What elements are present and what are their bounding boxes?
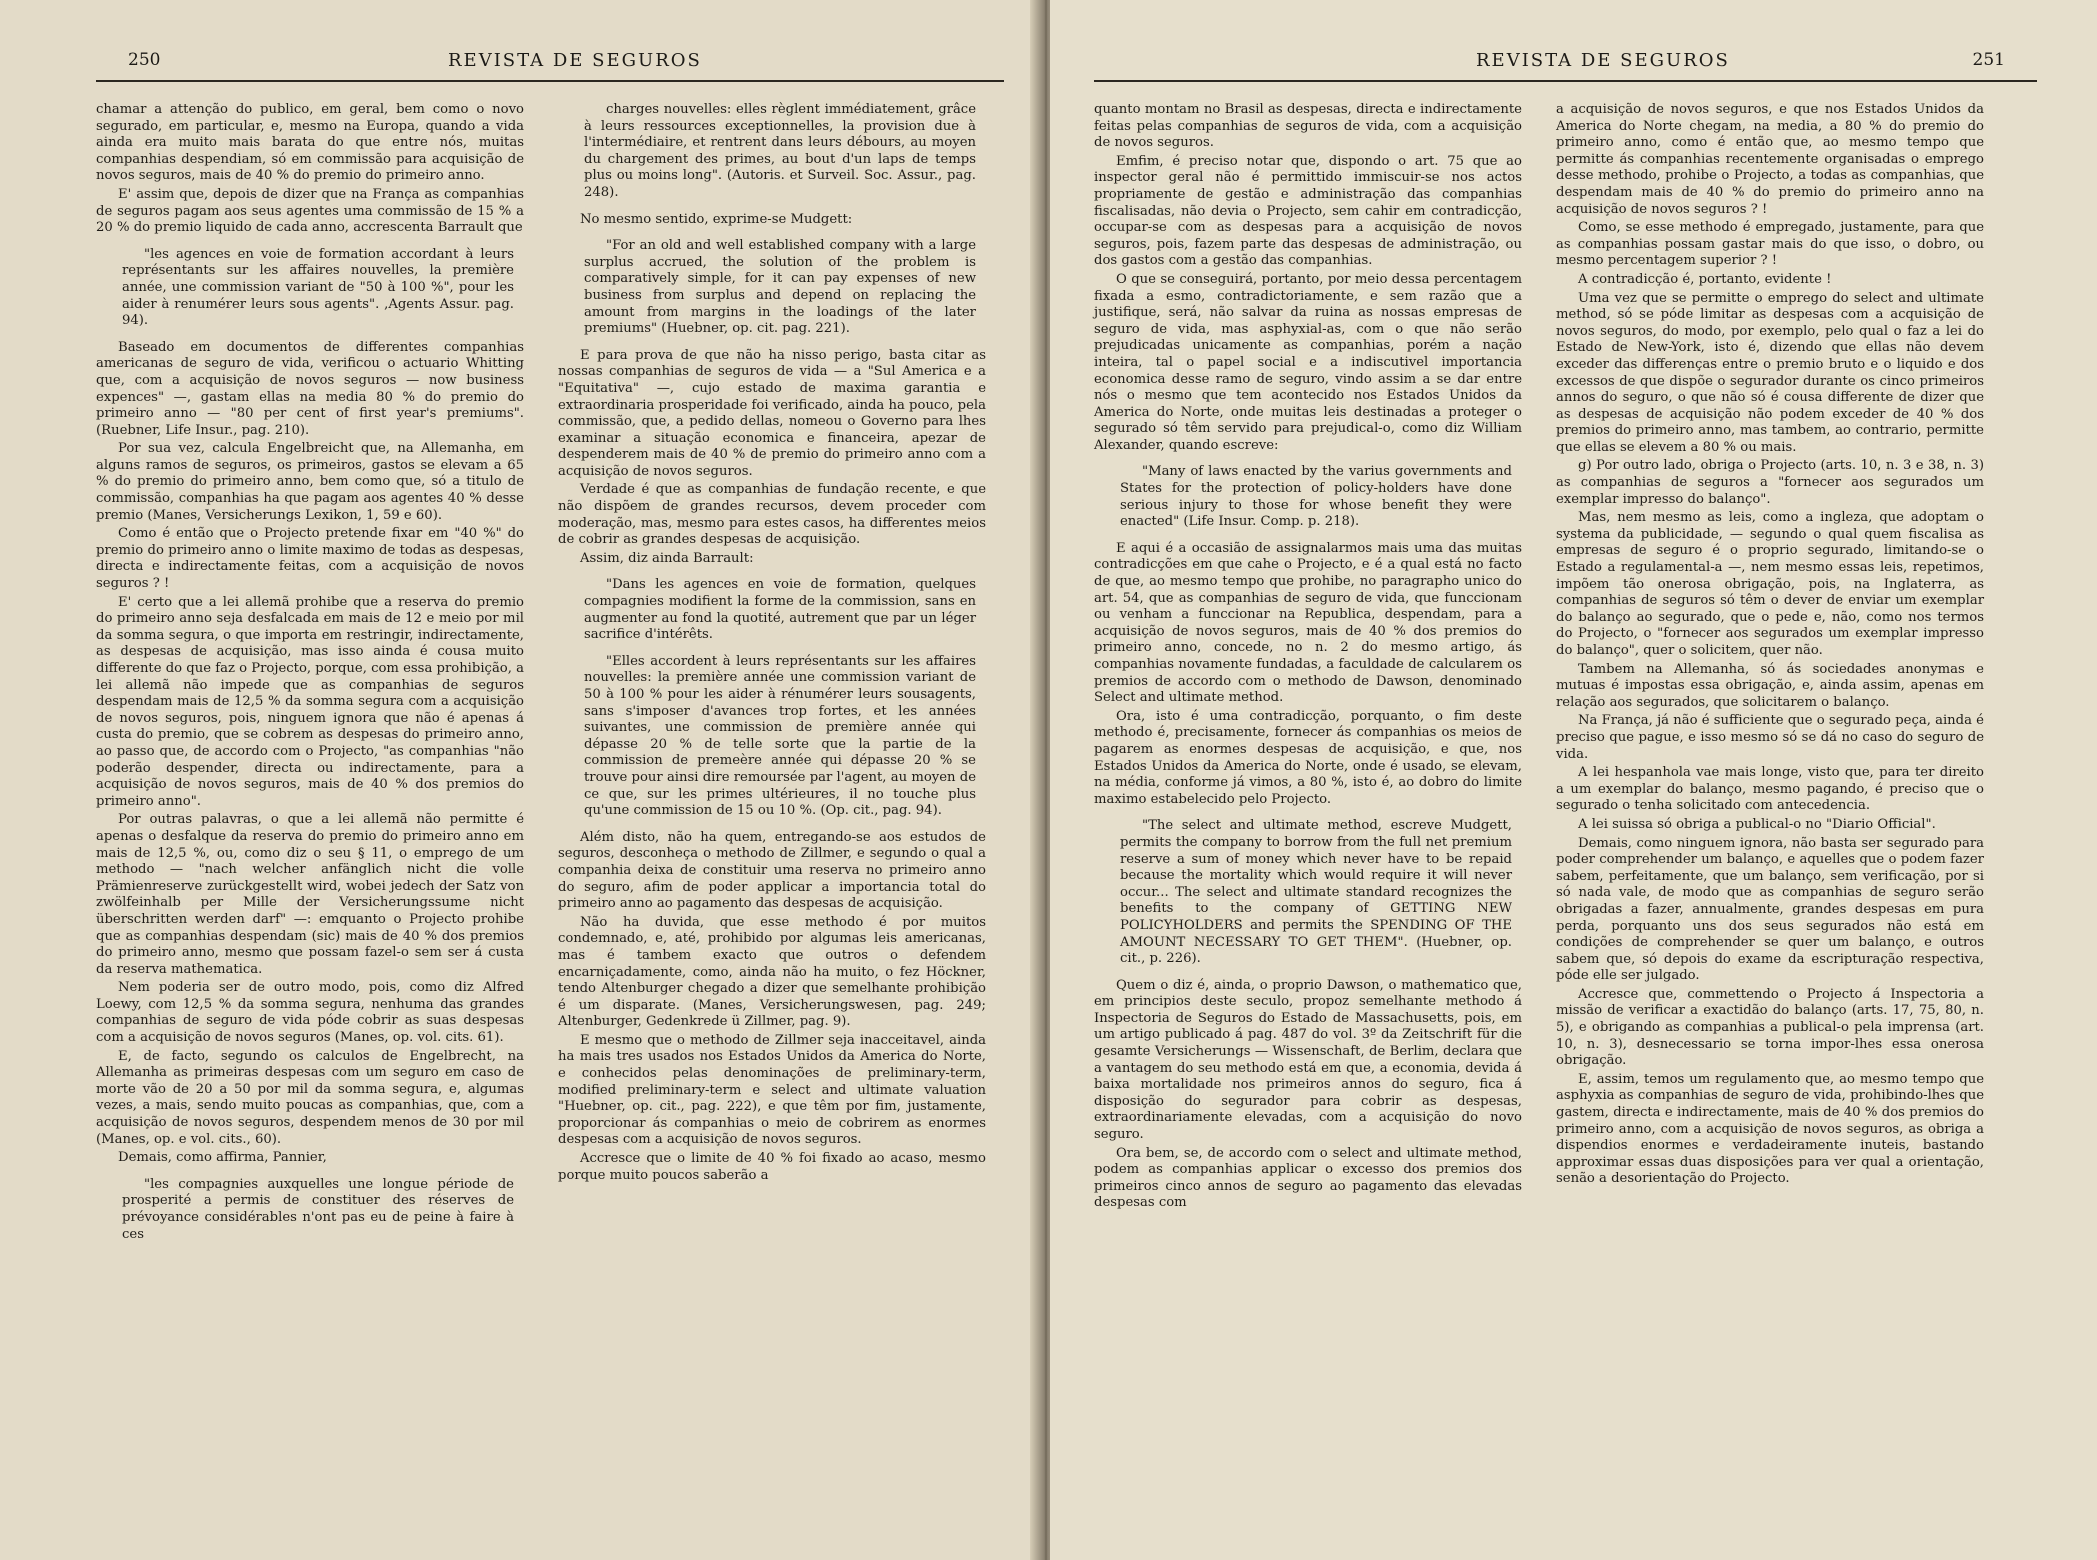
paragraph: E para prova de que não ha nisso perigo, basta citar as nossas companhias de seguros de vida — a "Sul America e a "Equitativa" —, cujo estado de maxima garantia e extraordinaria prosperidade foi verificado, ainda ha pouco, pela commissão, que, a pedido dellas, nomeou o Governo para lhes examinar a situação economica e financeira, apezar de despenderem mais de 40 % de premio do primeiro anno com a acquisição de novos seguros.: [558, 347, 986, 479]
text-column: [558, 102, 986, 1253]
paragraph: Quem o diz é, ainda, o proprio Dawson, o mathematico que, em principios deste seculo, propoz semelhante methodo á Inspectoria de Seguros do Estado de Massachusetts, pois, em um artigo publicado á pag. 487 do vol. 3º da Zeitschrift für die gesamte Versicherungs — Wissenschaft, de Berlim, declara que a vantagem do seu methodo está em que, a economia, devida á baixa mortalidade nos primeiros annos do seguro, fica á disposição do segurador para cobrir as despesas, extraordinariamente elevadas, com a acquisição do novo seguro.: [1094, 977, 1522, 1143]
paragraph: E, assim, temos um regulamento que, ao mesmo tempo que asphyxia as companhias de seguro de vida, prohibindo-lhes que gastem, directa e indirectamente, mais de 40 % dos premios do primeiro anno, com a acquisição de novos seguros, as obriga a dispendios enormes e verdadeiramente inuteis, bastando approximar essas duas disposições para ver qual a orientação, senão a desorientação do Projecto.: [1556, 1071, 1984, 1187]
paragraph: E aqui é a occasião de assignalarmos mais uma das muitas contradicções em que cahe o Projecto, e é a qual está no facto de que, ao mesmo tempo que prohibe, no paragrapho unico do art. 54, que as companhias de seguro de vida, que funccionam ou venham a funccionar na Republica, despendam, para a acquisição de novos seguros, mais de 40 % dos premios do primeiro anno, concede, no n. 2 do mesmo artigo, ás companhias novamente fundadas, a faculdade de calcularem os premios de accordo com o methodo de Dawson, denominado Select and ultimate method.: [1094, 540, 1522, 706]
quoted-passage: "Elles accordent à leurs représentants sur les affaires nouvelles: la première année une commission variant de 50 à 100 % pour les aider à rénumérer leurs sousagents, sans s'imposer d'avances trop fortes, et les années suivantes, une commission de première année qui dépasse 20 % de telle sorte que la partie de la commission de premeère année qui dépasse 20 % se trouve pour ainsi dire remoursée par l'agent, au moyen de ce que, sur les primes ultérieures, il no touche plus qu'une commission de 15 ou 10 %. (Op. cit., pag. 94).: [584, 653, 976, 819]
paragraph: Assim, diz ainda Barrault:: [580, 550, 754, 566]
paragraph: A lei suissa só obriga a publical-o no "Diario Official".: [1578, 816, 1936, 832]
paragraph: A contradicção é, portanto, evidente !: [1578, 271, 1832, 287]
page-number: 250: [128, 50, 161, 70]
paragraph: a acquisição de novos seguros, e que nos Estados Unidos da America do Norte chegam, na media, a 80 % do premio do primeiro anno, como é então que, ao mesmo tempo que permitte ás companhias recentemente organisadas o emprego desse methodo, prohibe o Projecto, a todas as companhias, que despendam mais de 40 % do premio do primeiro anno na acquisição de novos seguros ? !: [1556, 102, 1984, 217]
paragraph: Como, se esse methodo é empregado, justamente, para que as companhias possam gastar mais do que isso, o dobro, ou mesmo percentagem superior ? !: [1556, 220, 1984, 269]
text-column: [1094, 102, 1522, 1214]
paragraph: Por outras palavras, o que a lei allemã não permitte é apenas o desfalque da reserva do premio do primeiro anno em mais de 12,5 %, ou, como diz o seu § 11, o emprego de um methodo — "nach welcher anfänglich nicht die volle Prämienreserve zurückgestellt wird, wobei jedech der Satz von zwölfeinhalb per Mille der Versicherungssume nicht überschritten werden darf" —: emquanto o Projecto prohibe que as companhias despendam (sic) mais de 40 % dos premios do primeiro anno, mesmo que possam fazel-o sem ser á custa da reserva mathematica.: [96, 812, 524, 977]
paragraph: Além disto, não ha quem, entregando-se aos estudos de seguros, desconheça o methodo de Zillmer, e segundo o qual a companhia deixa de constituir uma reserva no primeiro anno do seguro, afim de poder applicar a importancia total do primeiro anno ao pagamento das despesas de acquisição.: [558, 829, 986, 912]
paragraph: Accresce que o limite de 40 % foi fixado ao acaso, mesmo porque muito poucos saberão a: [558, 1151, 986, 1183]
paragraph: Uma vez que se permitte o emprego do select and ultimate method, só se póde limitar as despesas com a acquisição de novos seguros, do modo, por exemplo, pelo qual o faz a lei do Estado de New-York, isto é, dizendo que ellas não devem exceder das differenças entre o premio bruto e o liquido e dos excessos de que dispõe o segurador durante os cinco primeiros annos do seguro, o que não só é cousa differente de dizer que as despesas de acquisição não podem exceder de 40 % dos premios do primeiro anno, mas tambem, ao contrario, permitte que ellas se elevem a 80 % ou mais.: [1556, 290, 1984, 455]
paragraph: Tambem na Allemanha, só ás sociedades anonymas e mutuas é impostas essa obrigação, e, ainda assim, apenas em relação aos segurados, que solicitarem o balanço.: [1556, 661, 1984, 710]
paragraph: Por sua vez, calcula Engelbreicht que, na Allemanha, em alguns ramos de seguros, os primeiros, gastos se elevam a 65 % do premio do primeiro anno, bem como que, só a titulo de commissão, companhias ha que pagam aos agentes 40 % desse premio (Manes, Versicherungs Lexikon, 1, 59 e 60).: [96, 441, 524, 523]
paragraph: O que se conseguirá, portanto, por meio dessa percentagem fixada a esmo, contradictoriamente, e sem razão que a justifique, será, não salvar da ruina as nossas empresas de seguro de vida, mas asphyxial-as, com o que não serão prejudicadas unicamente as companhias, porém a nação inteira, tal o papel social e a indiscutivel importancia economica desse ramo de seguro, vindo assim a se dar entre nós o mesmo que tem acontecido nos Estados Unidos da America do Norte, onde muitas leis destinadas a proteger o segurado só têm servido para prejudical-o, como diz William Alexander, quando escreve:: [1094, 271, 1522, 453]
paragraph: E' certo que a lei allemã prohibe que a reserva do premio do primeiro anno seja desfalcada em mais de 12 e meio por mil da somma segura, o que importa em restringir, indirectamente, as despesas de acquisição, mas isso ainda é cousa muito differente do que faz o Projecto, porque, com essa prohibição, a lei allemã não impede que as companhias de seguros despendam mais de 12,5 % da somma segura com a acquisição de novos seguros, pois, ninguem ignora que não é apenas á custa do premio, que se cobrem as despesas do primeiro anno, ao passo que, de accordo com o Projecto, "as companhias "não poderão despender, directa ou indirectamente, para a acquisição de novos seguros, mais de 40 % dos premios do primeiro anno".: [96, 594, 524, 809]
paragraph: g) Por outro lado, obriga o Projecto (arts. 10, n. 3 e 38, n. 3) as companhias de seguros a "fornecer aos segurados um exemplar impresso do balanço".: [1556, 458, 1984, 507]
quoted-passage: "The select and ultimate method, escreve Mudgett, permits the company to borrow from the full net premium reserve a sum of money which never have to be repaid because the mortality which would require it will never occur... The select and ultimate standard recognizes the benefits to the company of GETTING NEW POLICYHOLDERS and permits the SPENDING OF THE AMOUNT NECESSARY TO GET THEM". (Huebner, op. cit., p. 226).: [1120, 818, 1512, 967]
paragraph: quanto montam no Brasil as despesas, directa e indirectamente feitas pelas companhias de seguros de vida, com a acquisição de novos seguros.: [1094, 102, 1522, 151]
paragraph: E, de facto, segundo os calculos de Engelbrecht, na Allemanha as primeiras despesas com um seguro em caso de morte vão de 20 a 50 por mil da somma segura, e, algumas vezes, a mais, sendo muito poucas as companhias, que, com a acquisição de novos seguros, despendem menos de 30 por mil (Manes, op. e vol. cits., 60).: [96, 1048, 524, 1147]
paragraph: E mesmo que o methodo de Zillmer seja inacceitavel, ainda ha mais tres usados nos Estados Unidos da America do Norte, e conhecidos pelas denominações de preliminary-term, modified preliminary-term e select and ultimate valuation "Huebner, op. cit., pag. 222), e que têm por fim, justamente, proporcionar ás companhias o meio de cobrirem as enormes despesas com a acquisição de novos seguros.: [558, 1032, 986, 1148]
paragraph: Ora, isto é uma contradicção, porquanto, o fim deste methodo é, precisamente, fornecer ás companhias os meios de pagarem as enormes despesas de acquisição, e que, nos Estados Unidos da America do Norte, onde é usado, se elevam, na média, conforme já vimos, a 80 %, isto é, ao dobro do limite maximo estabelecido pelo Projecto.: [1094, 708, 1522, 807]
quoted-passage: "les compagnies auxquelles une longue période de prosperité a permis de constituer des réserves de prévoyance considérables n'ont pas eu de peine à faire à ces: [122, 1176, 514, 1242]
quoted-passage: "For an old and well established company with a large surplus accrued, the solution of the problem is comparatively simple, for it can pay expenses of new business from surplus and depend on replacing the amount from margins in the loadings of the later premiums" (Huebner, op. cit. pag. 221).: [584, 238, 976, 337]
right-page: [1050, 0, 2097, 1560]
paragraph: Mas, nem mesmo as leis, como a ingleza, que adoptam o systema da publicidade, — segundo o qual quem fiscalisa as empresas de seguro é o proprio segurado, limitando-se o Estado a regulamental-a —, nem mesmo essas leis, repetimos, impõem tão onerosa obrigação, pois, na Inglaterra, as companhias de seguros só têm o dever de enviar um exemplar do balanço ao segurado, que o pede e, não, como nos termos do Projecto, o "fornecer aos segurados um exemplar impresso do balanço", quer o solicitem, quer não.: [1556, 510, 1984, 658]
paragraph: Demais, como ninguem ignora, não basta ser segurado para poder comprehender um balanço, e aquelles que o podem fazer sabem, perfeitamente, que um balanço, sem verificação, por si só nada vale, de modo que as companhias de seguro serão obrigadas a fazer, annualmente, grandes despesas em pura perda, porquanto uns dos seus segurados não está em condições de comprehender se quer um balanço, e outros sabem que, só depois do exame da escripturação respectiva, póde elle ser julgado.: [1556, 835, 1984, 984]
quoted-passage: "Dans les agences en voie de formation, quelques compagnies modifient la forme de la commission, sans en augmenter au fond la quotité, autrement que par un léger sacrifice d'intérêts.: [584, 577, 976, 643]
paragraph: chamar a attenção do publico, em geral, bem como o novo segurado, em particular, e, mesmo na Europa, quando a vida ainda era muito mais barata do que entre nós, muitas companhias despendiam, só em commissão para acquisição de novos seguros, mais de 40 % do premio do primeiro anno.: [96, 102, 524, 184]
quoted-passage: "les agences en voie de formation accordant à leurs représentants sur les affaires nouvelles, la première année, une commission variant de "50 à 100 %", pour les aider à renumérer leurs sous agents". ,Agents Assur. pag. 94).: [122, 246, 514, 329]
left-page: [0, 0, 1042, 1560]
running-header: [96, 36, 1004, 82]
paragraph: Accresce que, commettendo o Projecto á Inspectoria a missão de verificar a exactidão do balanço (arts. 17, 75, 80, n. 5), e obrigando as companhias a publical-o pela imprensa (art. 10, n. 3), desnecessario se torna impor-lhes essa onerosa obrigação.: [1556, 986, 1984, 1069]
paragraph: A lei hespanhola vae mais longe, visto que, para ter direito a um exemplar do balanço, mesmo pagando, é preciso que o segurado o tenha solicitado com antecedencia.: [1556, 765, 1984, 814]
running-title: REVISTA DE SEGUROS: [1476, 50, 1730, 71]
paragraph: Verdade é que as companhias de fundação recente, e que não dispõem de grandes recursos, devem proceder com moderação, mas, mesmo para estes casos, ha differentes meios de cobrir as grandes despesas de acquisição.: [558, 482, 986, 548]
text-column: [96, 102, 524, 1253]
quoted-passage: "Many of laws enacted by the varius governments and States for the protection of policy-holders have done serious injury to those for whose benefit they were enacted" (Life Insur. Comp. p. 218).: [1120, 464, 1512, 530]
paragraph: Ora bem, se, de accordo com o select and ultimate method, podem as companhias applicar o excesso dos premios dos primeiros cinco annos de seguro ao pagamento das elevadas despesas com: [1094, 1145, 1522, 1211]
page-number: 251: [1972, 50, 2005, 70]
paragraph: Nem poderia ser de outro modo, pois, como diz Alfred Loewy, com 12,5 % da somma segura, nenhuma das grandes companhias de seguro de vida póde cobrir as suas despesas com a acquisição de novos seguros (Manes, op. vol. cits. 61).: [96, 980, 524, 1046]
paragraph: Demais, como affirma, Pannier,: [118, 1150, 327, 1166]
paragraph: No mesmo sentido, exprime-se Mudgett:: [580, 211, 853, 227]
paragraph: Na França, já não é sufficiente que o segurado peça, ainda é preciso que pague, e isso mesmo só se dá no caso do seguro de vida.: [1556, 713, 1984, 762]
quoted-passage: charges nouvelles: elles règlent immédiatement, grâce à leurs ressources exceptionnelles, la provision due à l'intermédiaire, et rentrent dans leurs débours, au moyen du chargement des primes, au bout d'un laps de temps plus ou moins long". (Autoris. et Surveil. Soc. Assur., pag. 248).: [584, 102, 976, 200]
paragraph: Como é então que o Projecto pretende fixar em "40 %" do premio do primeiro anno o limite maximo de todas as despesas, directa e indirectamente feitas, com a acquisição de novos seguros ? !: [96, 526, 524, 592]
running-header: [1094, 36, 2037, 82]
paragraph: Baseado em documentos de differentes companhias americanas de seguro de vida, verificou o actuario Whitting que, com a acquisição de novos seguros — now business expences" —, gastam ellas na media 80 % do premio do primeiro anno — "80 per cent of first year's premiums". (Ruebner, Life Insur., pag. 210).: [96, 339, 524, 438]
paragraph: E' assim que, depois de dizer que na França as companhias de seguros pagam aos seus agentes uma commissão de 15 % a 20 % do premio liquido de cada anno, accrescenta Barrault que: [96, 186, 524, 236]
running-title: REVISTA DE SEGUROS: [448, 50, 702, 71]
paragraph: Emfim, é preciso notar que, dispondo o art. 75 que ao inspector geral não é permittido immiscuir-se nos actos propriamente de gestão e administração das companhias fiscalisadas, não devia o Projecto, sem cahir em contradicção, occupar-se com as despesas para a acquisição de novos seguros, pois, fazem parte das despesas de administração, ou dos gastos com a gestão das companhias.: [1094, 153, 1522, 269]
paragraph: Não ha duvida, que esse methodo é por muitos condemnado, e, até, prohibido por algumas leis americanas, mas é tambem exacto que outros o defendem encarniçadamente, como, ainda não ha muito, o fez Höckner, tendo Altenburger chegado a dizer que semelhante prohibição é um disparate. (Manes, Versicherungswesen, pag. 249; Altenburger, Gedenkrede ü Zillmer, pag. 9).: [558, 914, 986, 1030]
text-column: [1556, 102, 1984, 1214]
